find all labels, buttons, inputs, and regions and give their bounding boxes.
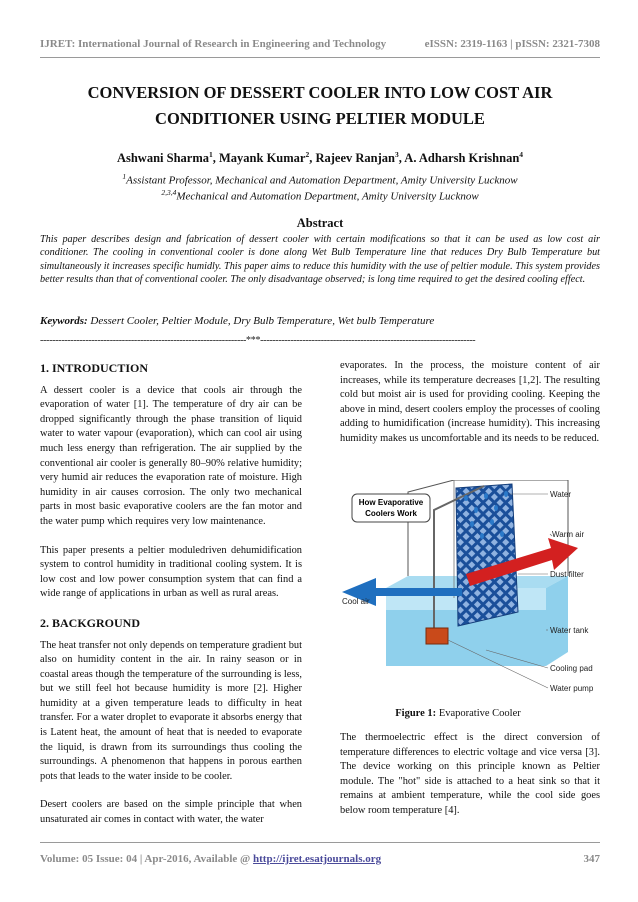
affiliation-2 xyxy=(40,188,600,203)
footer-rule xyxy=(40,842,600,843)
title-box-line-2: Coolers Work xyxy=(365,509,417,518)
affiliation-2-sup: 2,3,4 xyxy=(161,188,177,197)
evaporative-cooler-figure xyxy=(336,480,602,702)
section-separator: --------------------------------------------------------------------***----------------------------------------------------------------------- xyxy=(40,335,476,346)
affiliation-1-sup: 1 xyxy=(122,172,127,181)
author-list: Ashwani Sharma$^1$, Mayank Kumar$^2$, Rajeev Ranjan$^3$, A. Adharsh Krishnan$^4$ xyxy=(116,150,524,166)
journal-link[interactable]: http://ijret.esatjournals.org xyxy=(253,853,382,865)
page-number: 347 xyxy=(583,853,600,865)
label-water: Water xyxy=(550,490,572,499)
footer-volume-text: Volume: 05 Issue: 04 | Apr-2016, Available @ xyxy=(40,853,251,865)
right-paragraph-2: The thermoelectric effect is the direct conversion of temperature differences to electric voltage and vice versa [3]. The device working on this principle known as Peltier module. The "hot" side is attached to a heat sink so that it remains at ambient temperature, while the cool side goes below room temperature [4]. xyxy=(340,732,600,816)
title-line-1: CONVERSION OF DESSERT COOLER INTO LOW COST AIR xyxy=(87,83,553,102)
figure-caption xyxy=(318,708,598,719)
author-3-sup: 3 xyxy=(394,150,399,159)
background-paragraph-1: The heat transfer not only depends on temperature gradient but also on humidity content in the air. In rainy season or in coastal areas though the temperature of the surrounding is less, but we still feel hot because humidity is more [2]. Higher humidity at a given temperature leads to difficulty in heat transfer. For a water droplet to evaporate it absorbs energy that is Latent heat, the amount of heat that is needed to evaporate the liquid, is drawn from its surroundings thus cooling the surroundings. A phenomenon that happens in porous earthen pots that leads to the water inside to be cooler. xyxy=(40,639,302,782)
title-box-line-1: How Evaporative xyxy=(358,498,424,507)
author-4: A. Adharsh Krishnan xyxy=(404,151,520,166)
section-2-heading: 2. BACKGROUND xyxy=(40,615,141,630)
affiliation-2-text: Mechanical and Automation Department, Amity University Lucknow xyxy=(176,190,479,203)
right-column-top xyxy=(340,359,600,461)
running-header xyxy=(40,38,600,50)
intro-paragraph-2: This paper presents a peltier moduledriven dehumidification system to control humidity in traditional cooling system. It is low cost and low power consumption system that can find a wide range of applications in urban as well as rural areas. xyxy=(40,544,302,600)
cooling-pad xyxy=(456,484,518,626)
author-1-sup: 1 xyxy=(209,150,213,159)
figure-caption-text: Evaporative Cooler xyxy=(438,708,521,719)
right-paragraph-1: evaporates. In the process, the moisture content of air increases, while its temperature decreases [1,2]. The resulting cold but moist air is used for providing cooling. Keeping the above in mind, desert coolers employ the processes of cooling adding to humidification (increase humidity). This increasing humidity makes us uncomfortable and its needs to be reduced. xyxy=(340,360,600,444)
author-3: Rajeev Ranjan xyxy=(315,151,395,166)
intro-paragraph-1: A dessert cooler is a device that cools air through the evaporation of water [1]. The temperature of dry air can be dropped significantly through the phase transition of liquid water to water vapour (evaporation), which can cool air using much less energy than refrigeration. The air supplied by the conventional air cooler is generally 80–90% relative humidity; very humid air reduces the evaporation rate of moisture. High humidity in air causes corrosion. The only two mechanical parts in most basic evaporative coolers are the fan motor and the water pump which requires very low maintenance. xyxy=(40,384,302,527)
affiliation-1 xyxy=(40,172,600,187)
title-line-2: CONDITIONER USING PELTIER MODULE xyxy=(155,109,485,128)
journal-name: IJRET: International Journal of Research in Engineering and Technology xyxy=(40,38,387,50)
author-4-sup: 4 xyxy=(519,150,524,159)
abstract-text: This paper describes design and fabrication of dessert cooler with certain modifications so that it can be used as low cost air conditioner. The cooling in conventional cooler is done along Wet Bulb Temperature line that reduces Dry Bulb Temperature but simultaneously it increases specific humidly. This paper aims to reduce this humidity with the use of peltier module. This system provides better results than that of conventional cooler. The only disadvantage observed; is long time required to get the desired cooling effect. xyxy=(40,234,600,286)
author-2-sup: 2 xyxy=(305,150,310,159)
label-cooling-pad: Cooling pad xyxy=(550,664,593,673)
keywords-text: Dessert Cooler, Peltier Module, Dry Bulb Temperature, Wet bulb Temperature xyxy=(90,315,435,327)
tank-side xyxy=(546,576,568,666)
abstract-heading: Abstract xyxy=(296,216,344,230)
author-2: Mayank Kumar xyxy=(219,151,306,166)
left-column xyxy=(40,361,302,828)
background-paragraph-2: Desert coolers are based on the simple principle that when unsaturated air comes in contact with water, the water xyxy=(40,799,302,826)
label-dust-filter: Dust filter xyxy=(550,570,584,579)
figure-caption-label: Figure 1: xyxy=(395,708,437,719)
label-water-tank: Water tank xyxy=(550,626,589,635)
affiliation-1-text: Assistant Professor, Mechanical and Automation Department, Amity University Lucknow xyxy=(126,174,518,187)
keywords-label: Keywords: xyxy=(40,315,88,327)
author-1: Ashwani Sharma xyxy=(116,151,209,166)
header-rule xyxy=(40,57,600,58)
keywords xyxy=(40,315,600,327)
label-water-pump: Water pump xyxy=(550,684,594,693)
running-footer xyxy=(40,853,600,865)
pump-body xyxy=(426,628,448,644)
section-1-heading: 1. INTRODUCTION xyxy=(40,361,149,375)
issn: eISSN: 2319-1163 | pISSN: 2321-7308 xyxy=(424,38,600,50)
label-cool-air: Cool air xyxy=(342,597,370,606)
paper-title xyxy=(40,80,600,132)
right-column-bottom xyxy=(340,731,600,819)
footer-volume xyxy=(40,853,381,865)
label-warm-air: Warm air xyxy=(552,530,585,539)
